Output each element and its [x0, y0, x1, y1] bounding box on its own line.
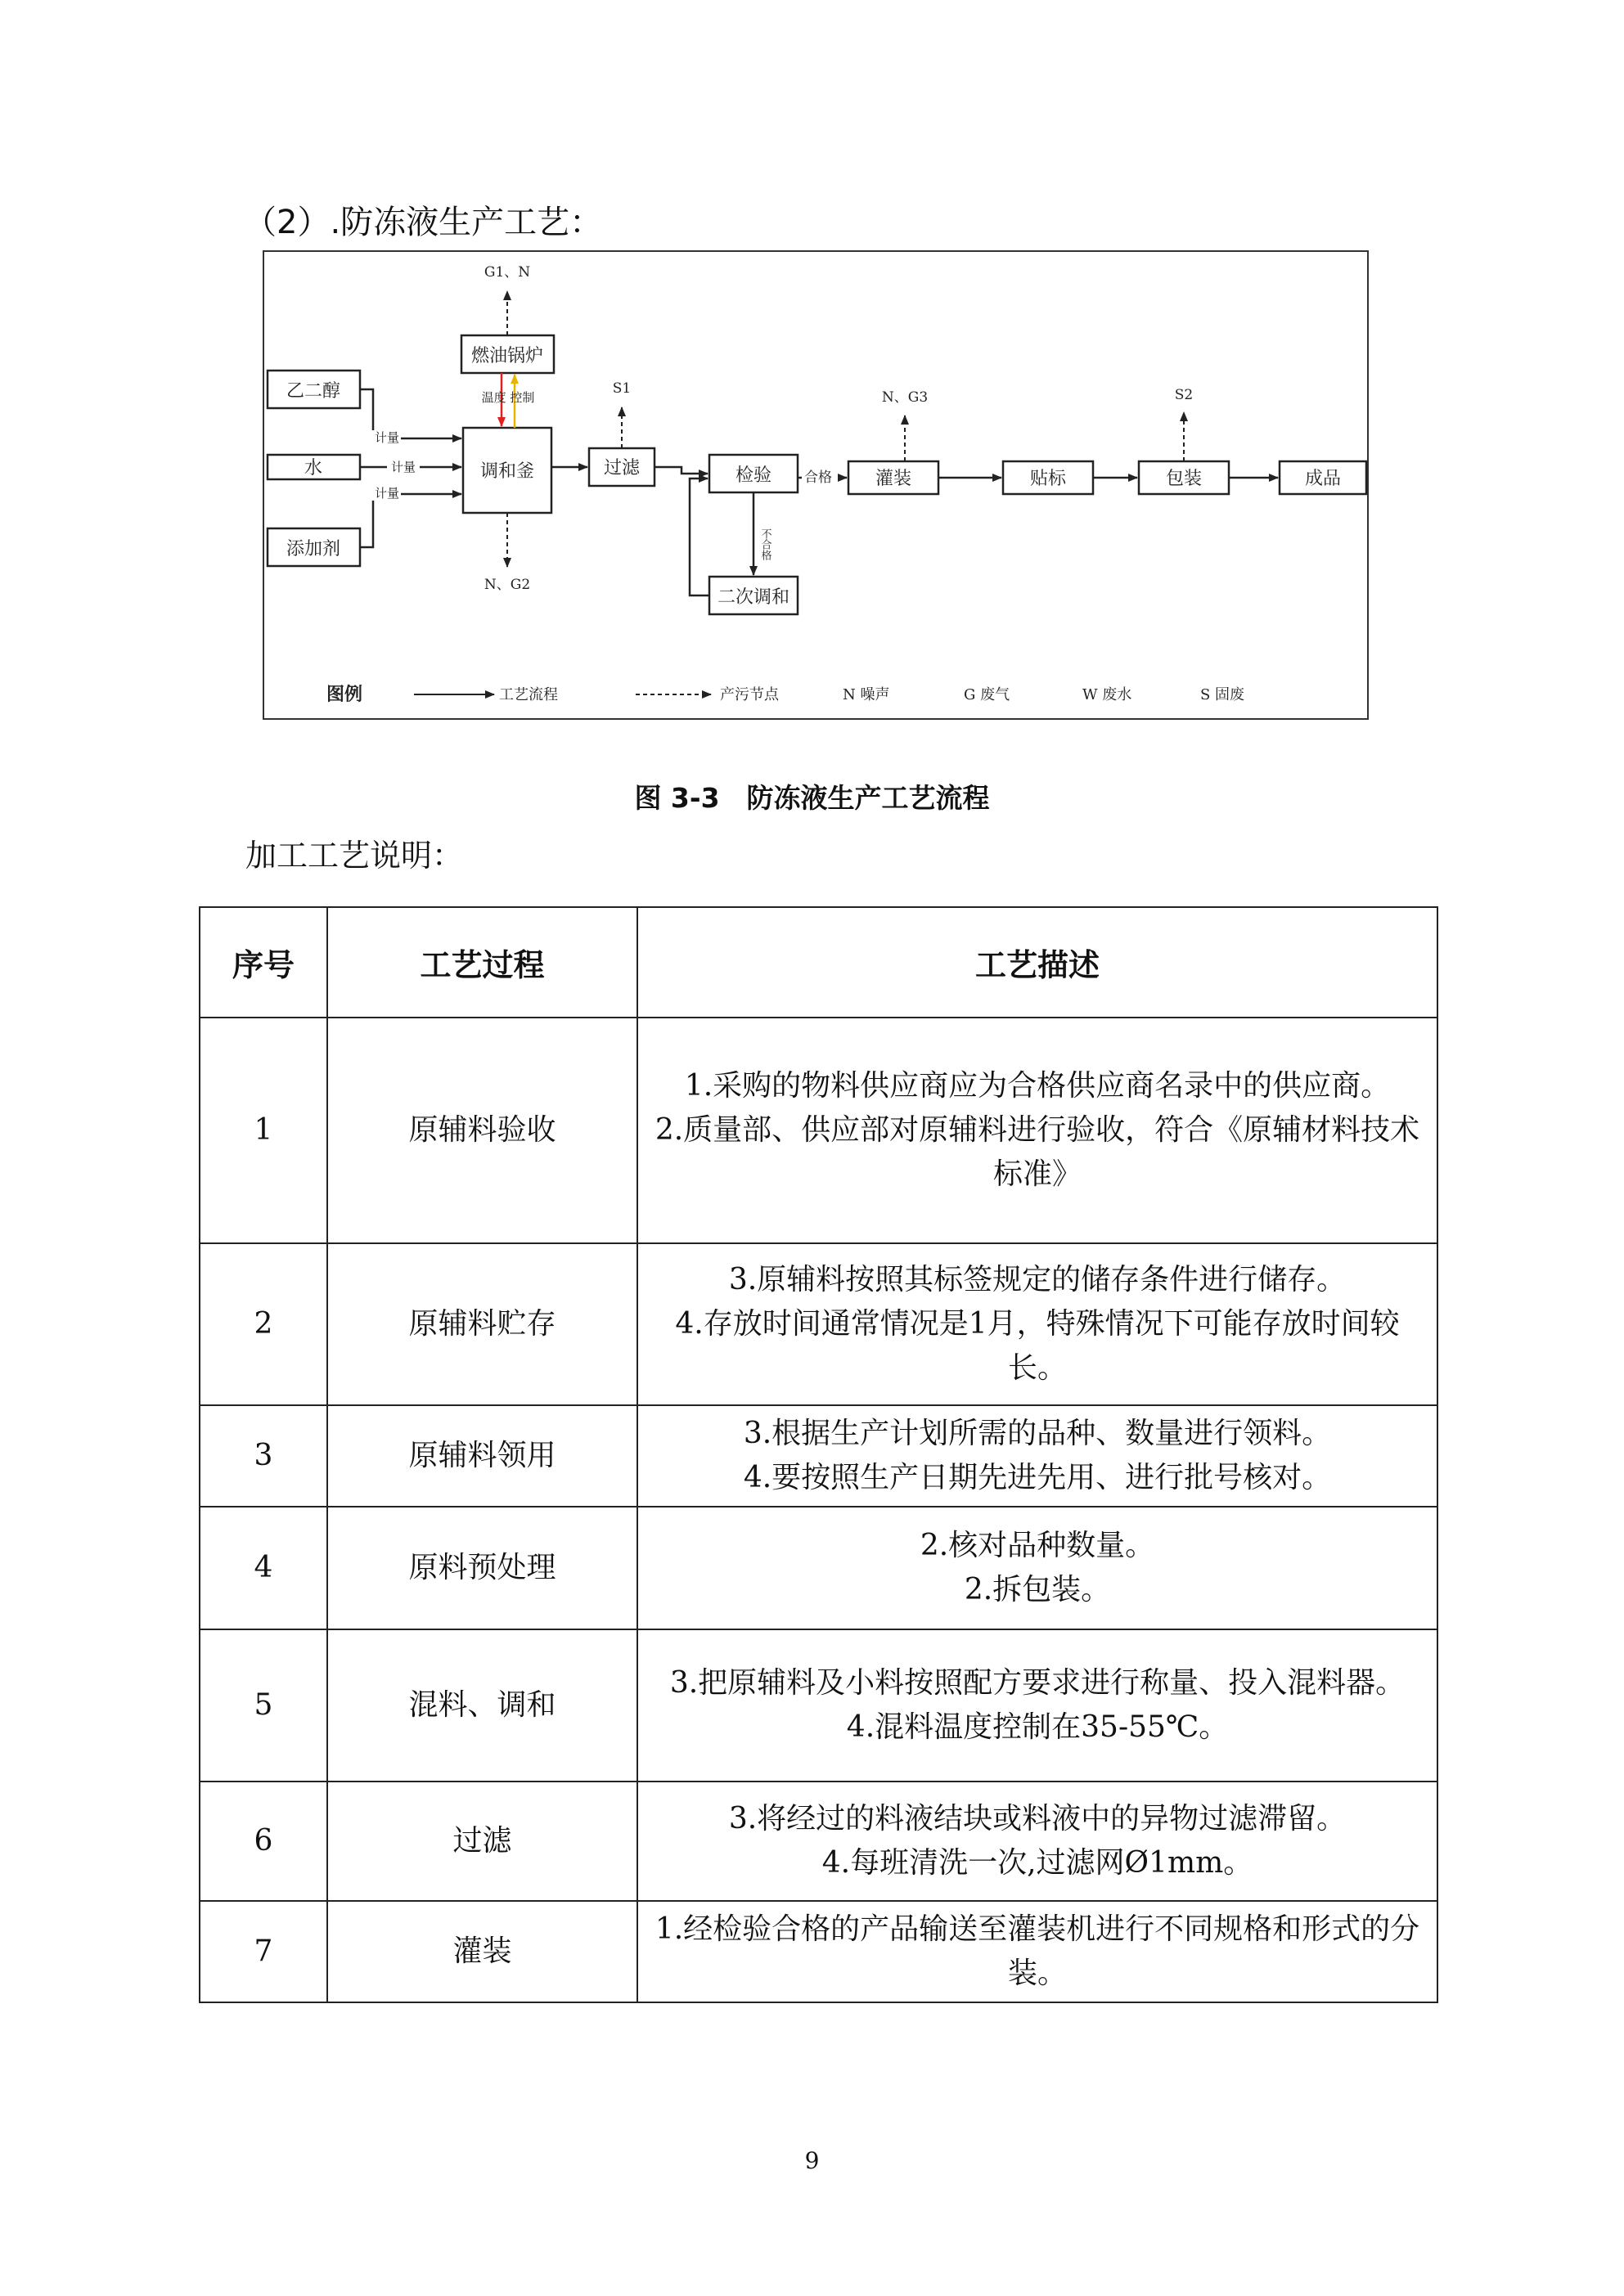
row-no: 4 — [200, 1507, 327, 1629]
node-filter — [589, 448, 655, 486]
filling-emission-label: N、G3 — [881, 389, 929, 406]
node-water — [268, 455, 360, 479]
node-filling-label: 灌装 — [875, 469, 912, 489]
temp-control-label: 温度 控制 — [481, 390, 535, 405]
node-water-label: 水 — [304, 458, 323, 479]
legend-solid: S 固废 — [1200, 686, 1245, 703]
row-process: 灌装 — [327, 1901, 637, 2002]
boiler-emission-label: G1、N — [484, 264, 531, 281]
row-no: 2 — [200, 1243, 327, 1405]
node-additive — [268, 528, 360, 566]
packing-emission-label: S2 — [1174, 387, 1194, 403]
qualified-label: 合格 — [804, 470, 832, 486]
row-process: 原辅料领用 — [327, 1405, 637, 1507]
desc-line: 4.每班清洗一次,过滤网Ø1mm。 — [821, 1846, 1253, 1880]
row-process: 混料、调和 — [327, 1629, 637, 1782]
table-row — [200, 1782, 1437, 1901]
process-description-heading: 加工工艺说明： — [245, 838, 464, 874]
header-process: 工艺过程 — [327, 907, 637, 1018]
row-process: 过滤 — [327, 1782, 637, 1901]
page-number: 9 — [804, 2147, 820, 2174]
header-desc: 工艺描述 — [637, 907, 1437, 1018]
desc-line: 1.采购的物料供应商应为合格供应商名录中的供应商。 — [684, 1069, 1391, 1103]
legend-noise: N 噪声 — [843, 686, 890, 703]
row-no: 7 — [200, 1901, 327, 2002]
node-packing-label: 包装 — [1165, 469, 1203, 489]
node-remix — [709, 577, 798, 614]
row-desc — [637, 1018, 1437, 1243]
node-boiler — [461, 335, 554, 373]
table-row — [200, 1901, 1437, 2002]
node-product-label: 成品 — [1304, 469, 1342, 489]
arrow-filter-to-inspect — [655, 467, 708, 474]
unqualified-label: 不合格 — [758, 528, 772, 560]
node-inspect-label: 检验 — [735, 465, 772, 486]
metering-label-3: 计量 — [375, 486, 400, 501]
row-process: 原料预处理 — [327, 1507, 637, 1629]
figure-caption: 图 3-3 防冻液生产工艺流程 — [634, 782, 990, 814]
pollution-arrows — [507, 291, 1184, 567]
row-process: 原辅料贮存 — [327, 1243, 637, 1405]
desc-line: 2.质量部、供应部对原辅料进行验收，符合《原辅材料技术标准》 — [655, 1113, 1420, 1191]
header-no: 序号 — [200, 907, 327, 1018]
row-desc — [637, 1243, 1437, 1405]
desc-line: 4.混料温度控制在35-55℃。 — [846, 1710, 1229, 1744]
desc-line: 3.将经过的料液结块或料液中的异物过滤滞留。 — [728, 1802, 1347, 1835]
table-row — [200, 1507, 1437, 1629]
node-labeling — [1003, 461, 1093, 494]
node-filter-label: 过滤 — [603, 458, 641, 479]
desc-line: 3.根据生产计划所需的品种、数量进行领料。 — [743, 1417, 1332, 1450]
table-row — [200, 1629, 1437, 1782]
flow-diagram-svg — [264, 252, 1370, 721]
metering-label-2: 计量 — [391, 460, 416, 474]
arrow-additive-to-mixer — [360, 494, 461, 547]
node-product — [1280, 461, 1366, 494]
row-no: 1 — [200, 1018, 327, 1243]
section-heading: （2）.防冻液生产工艺： — [244, 204, 603, 241]
desc-line: 2.拆包装。 — [964, 1573, 1111, 1606]
desc-line: 4.要按照生产日期先进先用、进行批号核对。 — [743, 1461, 1332, 1494]
table-row — [200, 1243, 1437, 1405]
row-desc — [637, 1782, 1437, 1901]
node-remix-label: 二次调和 — [717, 587, 790, 608]
row-no: 6 — [200, 1782, 327, 1901]
filter-emission-label: S1 — [612, 380, 632, 397]
row-desc — [637, 1507, 1437, 1629]
desc-line: 2.核对品种数量。 — [920, 1529, 1155, 1562]
desc-line: 4.存放时间通常情况是1月，特殊情况下可能存放时间较长。 — [675, 1307, 1400, 1385]
desc-line: 3.把原辅料及小料按照配方要求进行称量、投入混料器。 — [669, 1666, 1406, 1700]
metering-label-1: 计量 — [375, 430, 400, 445]
process-table — [199, 906, 1438, 2003]
node-ethylene-glycol-label: 乙二醇 — [286, 381, 341, 402]
desc-line: 1.经检验合格的产品输送至灌装机进行不同规格和形式的分装。 — [655, 1912, 1420, 1990]
table-row — [200, 1405, 1437, 1507]
legend-wastewater: W 废水 — [1082, 686, 1132, 703]
node-inspect — [709, 455, 798, 492]
legend — [326, 684, 1244, 705]
row-no: 5 — [200, 1629, 327, 1782]
row-desc — [637, 1405, 1437, 1507]
node-ethylene-glycol — [268, 371, 360, 408]
desc-line: 3.原辅料按照其标签规定的储存条件进行储存。 — [728, 1263, 1347, 1296]
row-no: 3 — [200, 1405, 327, 1507]
legend-pollution-node: 产污节点 — [720, 686, 779, 703]
row-desc — [637, 1629, 1437, 1782]
table-header-row — [200, 907, 1437, 1018]
node-additive-label: 添加剂 — [286, 539, 341, 559]
table-row — [200, 1018, 1437, 1243]
node-filling — [848, 461, 938, 494]
row-process: 原辅料验收 — [327, 1018, 637, 1243]
legend-gas: G 废气 — [964, 686, 1010, 703]
node-mixer — [463, 428, 551, 513]
node-labeling-label: 贴标 — [1029, 469, 1067, 489]
process-flow-diagram — [263, 250, 1369, 720]
mixer-emission-label: N、G2 — [484, 577, 531, 593]
legend-title: 图例 — [326, 684, 363, 705]
legend-process-flow: 工艺流程 — [499, 686, 558, 703]
node-boiler-label: 燃油锅炉 — [470, 346, 544, 366]
arrow-remix-to-inspect — [690, 479, 709, 595]
node-mixer-label: 调和釜 — [479, 461, 535, 482]
row-desc — [637, 1901, 1437, 2002]
node-packing — [1139, 461, 1229, 494]
